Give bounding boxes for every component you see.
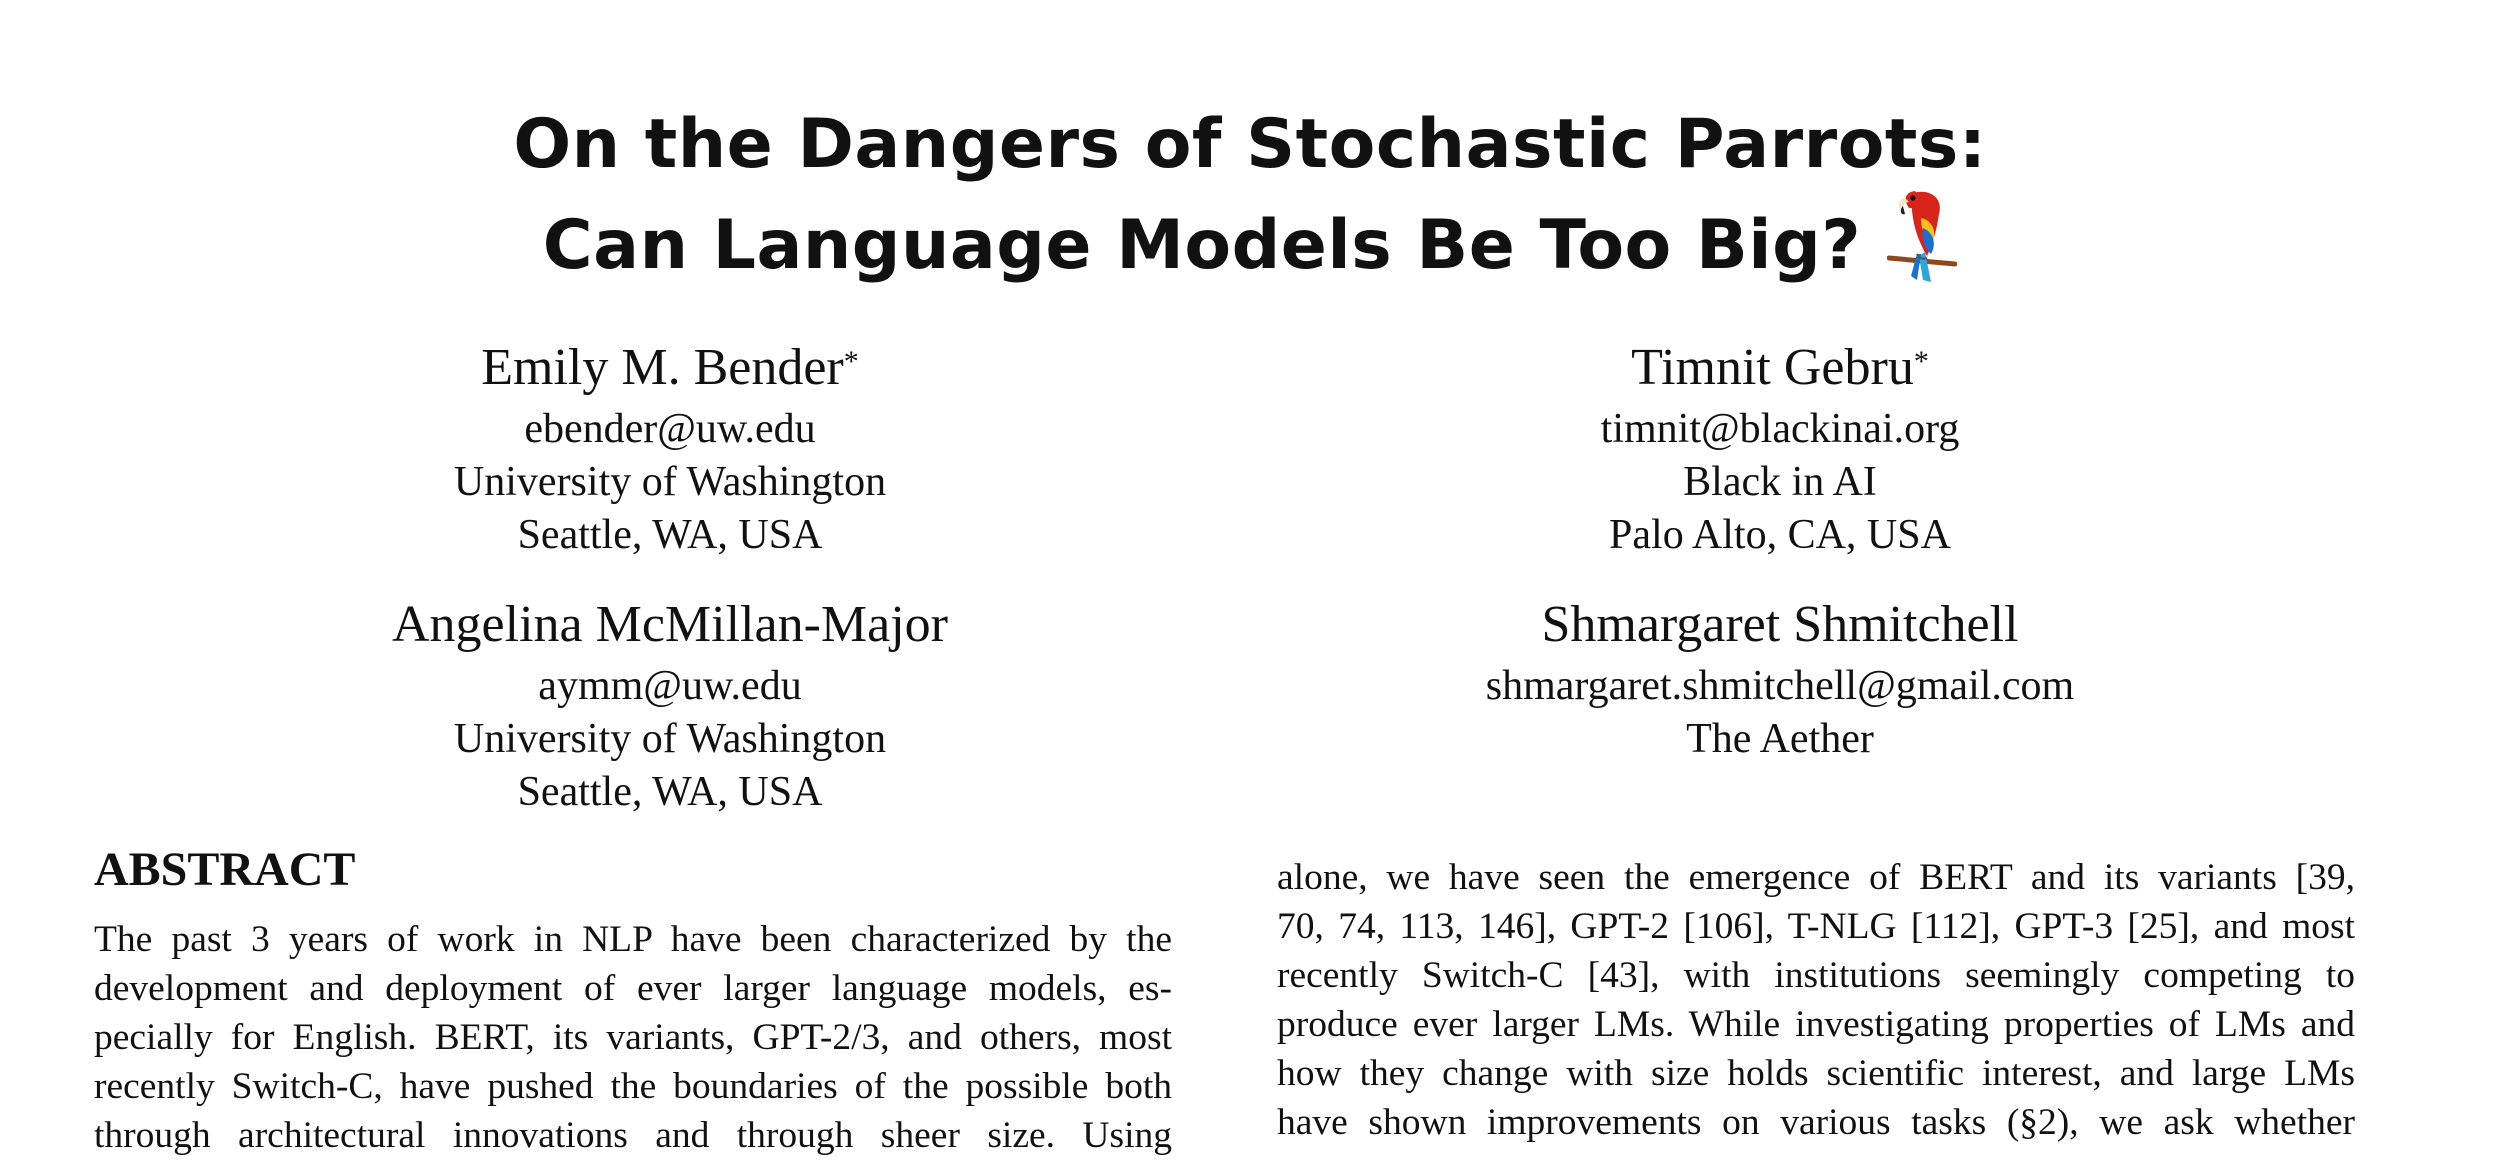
equal-contribution-mark: * bbox=[843, 345, 859, 378]
abstract-line: The past 3 years of work in NLP have been characterized by the bbox=[94, 919, 1172, 960]
author-location: Seattle, WA, USA bbox=[517, 512, 823, 558]
paper-title-line-1: On the Dangers of Stochastic Parrots: bbox=[513, 105, 1987, 184]
body-line: produce ever larger LMs. While investigating properties of LMs and bbox=[1277, 1004, 2355, 1045]
body-line: recently Switch-C [43], with institutions seemingly competing to bbox=[1277, 955, 2355, 996]
author-name: Timnit Gebru* bbox=[1631, 339, 1929, 396]
author-name: Shmargaret Shmitchell bbox=[1541, 596, 2019, 653]
abstract-line: recently Switch-C, have pushed the boundaries of the possible both bbox=[94, 1066, 1172, 1107]
equal-contribution-mark: * bbox=[1913, 345, 1929, 378]
author-affiliation: University of Washington bbox=[453, 459, 887, 505]
author-email: aymm@uw.edu bbox=[538, 663, 802, 709]
author-affiliation: The Aether bbox=[1686, 716, 1874, 762]
author-location: Palo Alto, CA, USA bbox=[1609, 512, 1951, 558]
body-line: have shown improvements on various tasks (§2), we ask whether bbox=[1277, 1102, 2355, 1143]
abstract-body bbox=[94, 915, 1172, 1160]
author-name: Angelina McMillan-Major bbox=[392, 596, 948, 653]
author-block-shmitchell bbox=[1370, 590, 2190, 766]
author-affiliation: University of Washington bbox=[453, 716, 887, 762]
author-block-bender bbox=[260, 333, 1080, 562]
intro-body-right-column bbox=[1277, 853, 2355, 1147]
body-line: how they change with size holds scientific interest, and large LMs bbox=[1277, 1053, 2355, 1094]
abstract-heading: ABSTRACT bbox=[94, 843, 356, 896]
author-email: timnit@blackinai.org bbox=[1600, 406, 1960, 452]
author-affiliation: Black in AI bbox=[1683, 459, 1877, 505]
abstract-line: pecially for English. BERT, its variants, GPT-2/3, and others, most bbox=[94, 1017, 1172, 1058]
author-location: Seattle, WA, USA bbox=[517, 769, 823, 815]
abstract-line: through architectural innovations and through sheer size. Using bbox=[94, 1115, 1172, 1156]
parrot-icon bbox=[1887, 184, 1957, 301]
author-name: Emily M. Bender* bbox=[481, 339, 859, 396]
author-email: shmargaret.shmitchell@gmail.com bbox=[1485, 663, 2075, 709]
paper-title-line-2 bbox=[0, 198, 2500, 301]
author-block-gebru bbox=[1370, 333, 2190, 562]
abstract-line: development and deployment of ever larger language models, es- bbox=[94, 968, 1172, 1009]
author-block-mcmillan-major bbox=[260, 590, 1080, 819]
paper-title-text: Can Language Models Be Too Big? bbox=[542, 206, 1862, 286]
author-email: ebender@uw.edu bbox=[524, 406, 816, 452]
body-line: 70, 74, 113, 146], GPT-2 [106], T-NLG [112], GPT-3 [25], and most bbox=[1277, 906, 2355, 947]
body-line: alone, we have seen the emergence of BERT and its variants [39, bbox=[1277, 857, 2355, 898]
